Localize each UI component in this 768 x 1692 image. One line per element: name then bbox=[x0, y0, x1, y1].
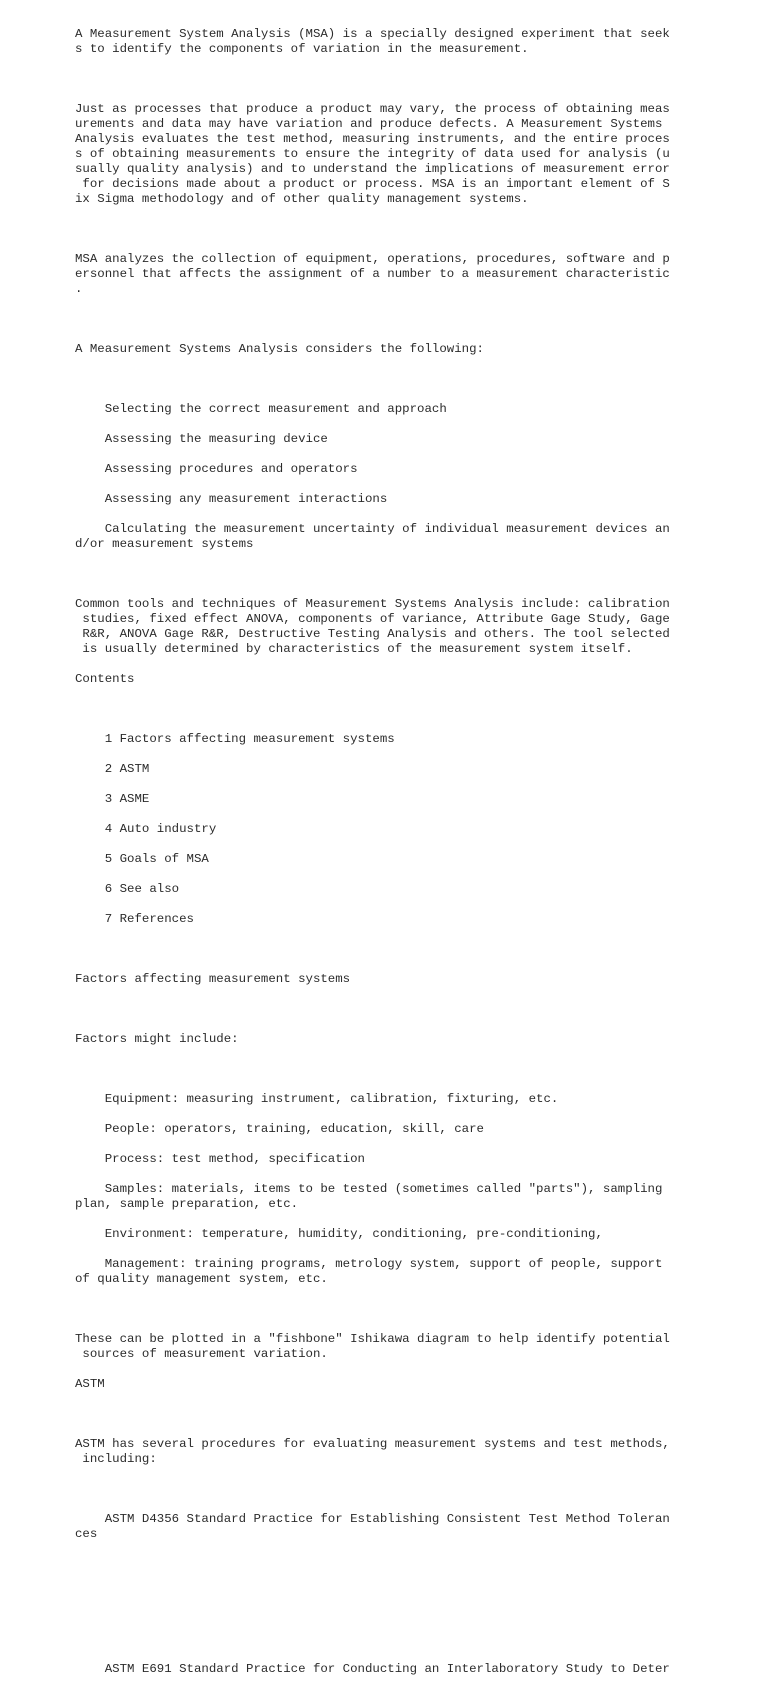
factors-heading: Factors affecting measurement systems bbox=[75, 972, 351, 986]
fishbone-note: These can be plotted in a "fishbone" Ishikawa diagram to help identify potential sources of measurement variation. bbox=[75, 1332, 670, 1361]
astm-item: ASTM E691 Standard Practice for Conducting an Interlaboratory Study to Deter bbox=[75, 1662, 670, 1676]
tools-paragraph: Common tools and techniques of Measurement Systems Analysis include: calibration studies, fixed effect ANOVA, components of variance, Attribute Gage Study, Gage R&R, ANOVA Gage R&R, Destructive Testing Analysis and others. The tool selected is usually determined by characteristics of the measurement system itself. bbox=[75, 597, 670, 656]
contents-item: 2 ASTM bbox=[75, 762, 150, 776]
factor-item: Equipment: measuring instrument, calibration, fixturing, etc. bbox=[75, 1092, 559, 1106]
consideration-item: Assessing any measurement interactions bbox=[75, 492, 388, 506]
document-text bbox=[75, 12, 675, 1692]
factor-item: Samples: materials, items to be tested (sometimes called "parts"), sampling plan, sample preparation, etc. bbox=[75, 1182, 663, 1211]
astm-item: ASTM D4356 Standard Practice for Establishing Consistent Test Method Toleran ces bbox=[75, 1512, 670, 1541]
consideration-item: Assessing the measuring device bbox=[75, 432, 328, 446]
contents-item: 4 Auto industry bbox=[75, 822, 217, 836]
consideration-item: Assessing procedures and operators bbox=[75, 462, 358, 476]
considerations-lead: A Measurement Systems Analysis considers the following: bbox=[75, 342, 484, 356]
contents-item: 7 References bbox=[75, 912, 194, 926]
factor-item: Management: training programs, metrology system, support of people, support of quality management system, etc. bbox=[75, 1257, 663, 1286]
consideration-item: Calculating the measurement uncertainty of individual measurement devices an d/or measurement systems bbox=[75, 522, 670, 551]
contents-item: 1 Factors affecting measurement systems bbox=[75, 732, 395, 746]
contents-item: 6 See also bbox=[75, 882, 180, 896]
factor-item: Process: test method, specification bbox=[75, 1152, 365, 1166]
contents-item: 5 Goals of MSA bbox=[75, 852, 209, 866]
factor-item: People: operators, training, education, skill, care bbox=[75, 1122, 484, 1136]
contents-heading: Contents bbox=[75, 672, 135, 686]
intro-paragraph-3: MSA analyzes the collection of equipment, operations, procedures, software and p ersonnel that affects the assignment of a number to a measurement characteristic . bbox=[75, 252, 670, 296]
astm-lead: ASTM has several procedures for evaluating measurement systems and test methods, including: bbox=[75, 1437, 670, 1466]
intro-paragraph-2: Just as processes that produce a product may vary, the process of obtaining meas urements and data may have variation and produce defects. A Measurement Systems Analysis evaluates the test method, measuring instruments, and the entire proces s of obtaining measurements to ensure the integrity of data used for analysis (u sually quality analysis) and to understand the implications of measurement error for decisions made about a product or process. MSA is an important element of S ix Sigma methodology and of other quality management systems. bbox=[75, 102, 670, 206]
consideration-item: Selecting the correct measurement and approach bbox=[75, 402, 447, 416]
astm-heading: ASTM bbox=[75, 1377, 105, 1391]
intro-paragraph-1: A Measurement System Analysis (MSA) is a specially designed experiment that seek s to identify the components of variation in the measurement. bbox=[75, 27, 670, 56]
factor-item: Environment: temperature, humidity, conditioning, pre-conditioning, bbox=[75, 1227, 603, 1241]
factors-lead: Factors might include: bbox=[75, 1032, 239, 1046]
contents-item: 3 ASME bbox=[75, 792, 150, 806]
